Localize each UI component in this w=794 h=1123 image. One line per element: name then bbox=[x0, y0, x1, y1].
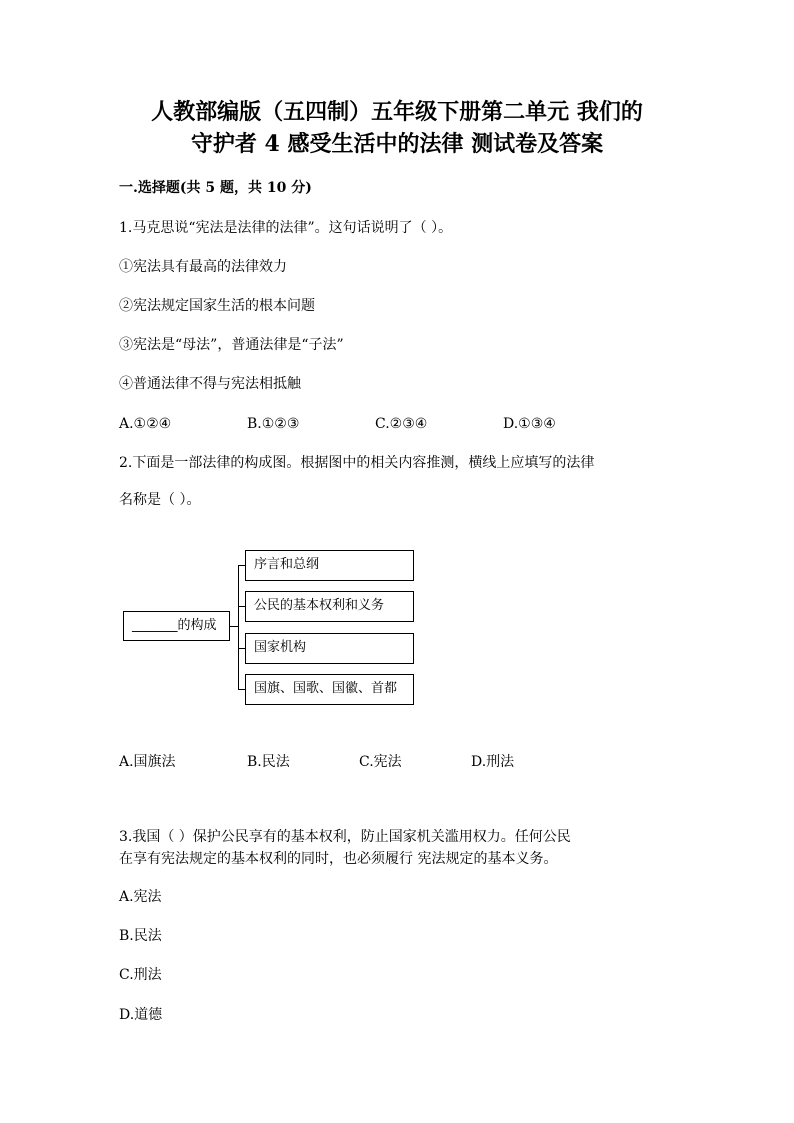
diagram-connector bbox=[230, 626, 238, 627]
question-1-stem: 1.马克思说“宪法是法律的法律”。这句话说明了（ ）。 bbox=[119, 220, 453, 236]
section-heading: 一.选择题(共 5 题，共 10 分) bbox=[119, 180, 312, 196]
question-1-option-c[interactable]: C.②③④ bbox=[375, 416, 428, 432]
question-1-statement: ②宪法规定国家生活的根本问题 bbox=[119, 298, 315, 314]
question-1-option-b[interactable]: B.①②③ bbox=[247, 416, 300, 432]
question-1-statement: ③宪法是“母法”，普通法律是“子法” bbox=[119, 337, 344, 353]
diagram-branch-tick bbox=[238, 689, 245, 690]
question-3-option-d[interactable]: D.道德 bbox=[119, 1007, 163, 1023]
question-2-stem-line-2: 名称是（ ）。 bbox=[119, 492, 201, 508]
diagram-branch-tick bbox=[238, 606, 245, 607]
diagram-branch-box: 国旗、国歌、国徽、首都 bbox=[245, 674, 414, 705]
document-title-line-1: 人教部编版（五四制）五年级下册第二单元 我们的 bbox=[151, 99, 643, 125]
diagram-branch-box: 国家机构 bbox=[245, 633, 414, 664]
question-3-option-b[interactable]: B.民法 bbox=[119, 928, 162, 944]
law-structure-diagram bbox=[118, 545, 418, 710]
question-3-option-a[interactable]: A.宪法 bbox=[119, 889, 162, 905]
question-1-statement: ④普通法律不得与宪法相抵触 bbox=[119, 376, 301, 392]
diagram-branch-tick bbox=[238, 565, 245, 566]
diagram-branch-tick bbox=[238, 648, 245, 649]
question-1-statement: ①宪法具有最高的法律效力 bbox=[119, 259, 287, 275]
diagram-trunk-line bbox=[238, 565, 239, 690]
question-2-option-b[interactable]: B.民法 bbox=[247, 754, 290, 770]
question-2-option-d[interactable]: D.刑法 bbox=[471, 754, 515, 770]
question-1-option-d[interactable]: D.①③④ bbox=[503, 416, 556, 432]
diagram-root-box: _______的构成 bbox=[123, 611, 230, 641]
question-2-option-c[interactable]: C.宪法 bbox=[359, 754, 402, 770]
question-3-stem-line-1: 3.我国（ ）保护公民享有的基本权利，防止国家机关滥用权力。任何公民 bbox=[119, 829, 571, 845]
document-title-line-2: 守护者 4 感受生活中的法律 测试卷及答案 bbox=[190, 131, 604, 157]
diagram-branch-box: 公民的基本权利和义务 bbox=[245, 591, 414, 622]
question-2-option-a[interactable]: A.国旗法 bbox=[119, 754, 176, 770]
question-1-option-a[interactable]: A.①②④ bbox=[119, 416, 172, 432]
question-2-stem-line-1: 2.下面是一部法律的构成图。根据图中的相关内容推测，横线上应填写的法律 bbox=[119, 455, 595, 471]
question-3-option-c[interactable]: C.刑法 bbox=[119, 967, 162, 983]
question-3-stem-line-2: 在享有宪法规定的基本权利的同时，也必须履行 宪法规定的基本义务。 bbox=[119, 851, 558, 867]
diagram-branch-box: 序言和总纲 bbox=[245, 550, 414, 581]
